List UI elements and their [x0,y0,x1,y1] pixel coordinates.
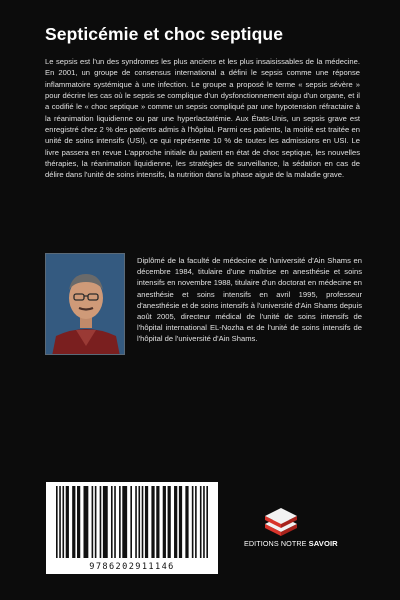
author-photo [45,253,125,355]
barcode-bar [77,486,80,558]
barcode-bar [66,486,69,558]
barcode-bar [83,486,88,558]
barcode-bar [59,486,61,558]
book-blurb: Le sepsis est l'un des syndromes les plus anciens et les plus insaisissables de la médecine. En 2001, un groupe de consensus international a défini le sepsis comme une réponse inflammatoire systémique à une infection. Le groupe a proposé le terme « sepsis sévère » pour décrire les cas où le sepsis se complique d'un dysfonctionnement aigu d'un organe, et il a codifié le « choc septique » comme un sepsis compliqué par une hypotension réfractaire à la réanimation liquidienne ou par une hyperlactatémie. Aux États-Unis, un sepsis grave est enregistré chez 2 % des patients admis à l'hôpital. Parmi ces patients, la moitié est traitée en unité de soins intensifs (USI), ce qui représente 10 % de toutes les admissions en USI. Le livre passera en revue L'approche initiale du patient en état de choc septique, les nouvelles thérapies, la réanimation liquidienne, les stratégies de surveillance, la sédation en cas de délire dans l'unité de soins intensifs, la nutrition dans la phase aiguë de la maladie grave. [45,57,360,180]
barcode-bar [100,486,102,558]
publisher-brand: SAVOIR [308,539,338,548]
barcode-bar [142,486,144,558]
barcode-bar [114,486,116,558]
author-portrait-icon [46,254,125,355]
barcode-digits: 9786202911146 [89,562,175,572]
barcode-bar [163,486,166,558]
barcode-bar [185,486,188,558]
publisher-name [244,539,354,548]
publisher-prefix: EDITIONS NOTRE [244,539,307,548]
barcode-bar [200,486,202,558]
barcode-bar [168,486,171,558]
barcode-bar [130,486,132,558]
isbn-barcode [46,482,218,574]
barcode-bar [192,486,194,558]
barcode-bars [52,486,212,560]
barcode-bar [119,486,121,558]
stacked-books-icon [263,502,299,538]
barcode-bar [156,486,159,558]
barcode-bar [206,486,208,558]
barcode-bar [135,486,137,558]
barcode-bar [95,486,97,558]
barcode-bar [145,486,148,558]
barcode-bar [203,486,205,558]
book-title: Septicémie et choc septique [45,24,284,44]
barcode-bar [151,486,154,558]
barcode-bar [195,486,197,558]
barcode-bar [62,486,64,558]
barcode-bar [174,486,177,558]
barcode-bar [111,486,113,558]
barcode-bar [179,486,182,558]
barcode-bar [92,486,94,558]
barcode-bar [56,486,58,558]
barcode-bar [103,486,108,558]
author-bio: Diplômé de la faculté de médecine de l'université d'Ain Shams en décembre 1984, titulaire d'une maîtrise en anesthésie et soins intensifs en novembre 1988, titulaire d'un doctorat en médecine en anesthésie et soins intensifs en avril 1995, professeur d'anesthésie et de soins intensifs à l'université d'Ain Shams depuis août 2005, directeur médical de l'unité de soins intensifs de l'hôpital international EL-Nozha et de l'unité de soins intensifs de l'hôpital de l'université d'Ain Shams. [137,256,362,344]
barcode-bar [72,486,75,558]
barcode-bar [122,486,127,558]
barcode-bar [138,486,140,558]
